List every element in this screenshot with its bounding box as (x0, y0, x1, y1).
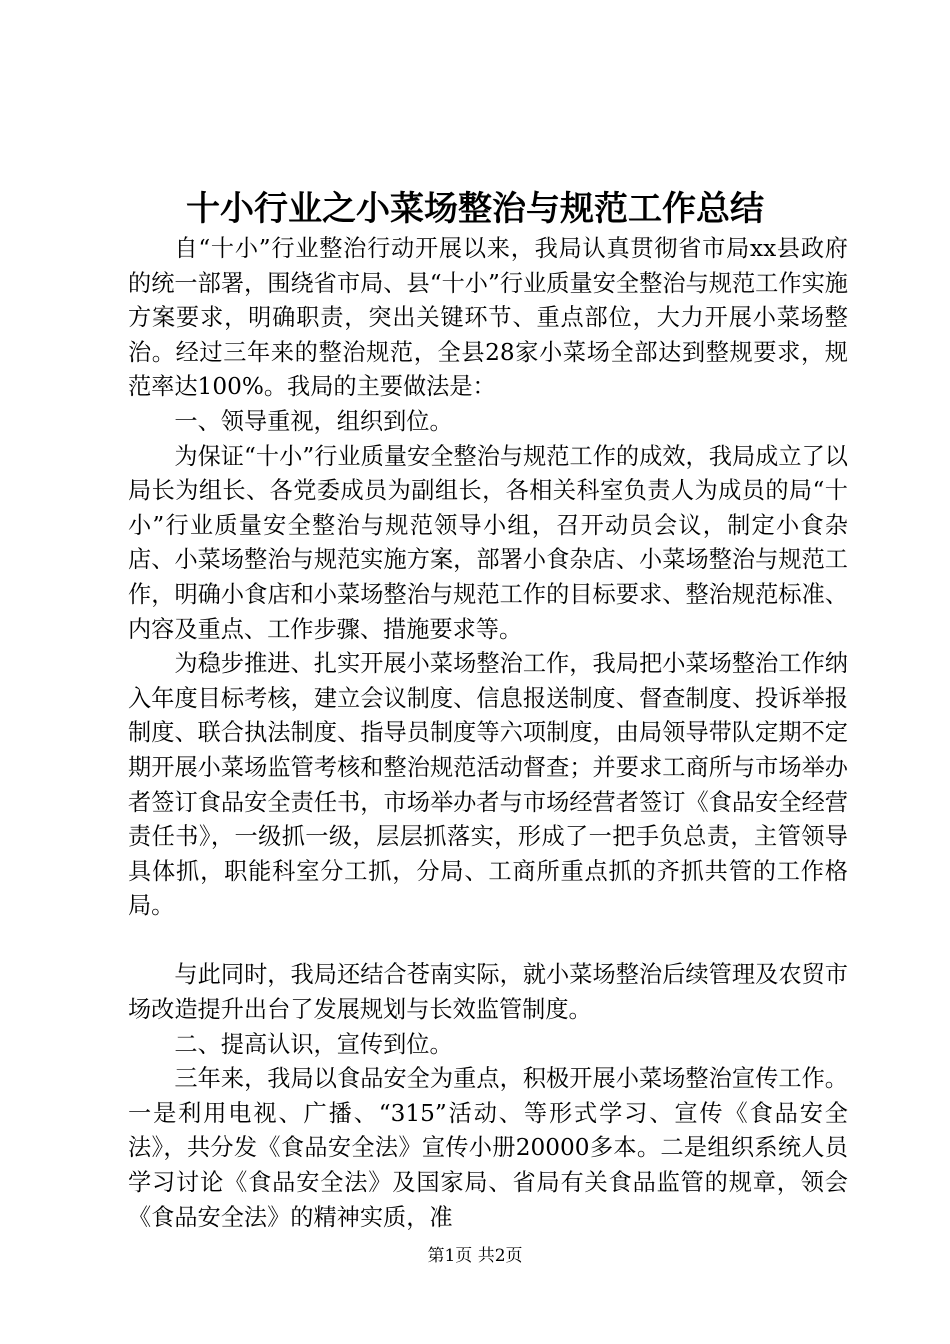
document-body (128, 232, 848, 1235)
page-footer: 第1页 共2页 (427, 1246, 523, 1266)
paragraph-1: 为保证“十小”行业质量安全整治与规范工作的成效，我局成立了以局长为组长、各党委成员为副组长，各相关科室负责人为成员的局“十小”行业质量安全整治与规范领导小组，召开动员会议，制定小食杂店、小菜场整治与规范实施方案，部署小食杂店、小菜场整治与规范工作，明确小食店和小菜场整治与规范工作的目标要求、整治规范标准、内容及重点、工作步骤、措施要求等。 (128, 442, 848, 643)
paragraph-3: 与此同时，我局还结合苍南实际，就小菜场整治后续管理及农贸市场改造提升出台了发展规划与长效监管制度。 (128, 961, 848, 1024)
section-heading-2: 二、提高认识，宣传到位。 (174, 1030, 453, 1058)
document-title: 十小行业之小菜场整治与规范工作总结 (186, 189, 764, 229)
paragraph-2: 为稳步推进、扎实开展小菜场整治工作，我局把小菜场整治工作纳入年度目标考核，建立会议制度、信息报送制度、督查制度、投诉举报制度、联合执法制度、指导员制度等六项制度，由局领导带队定期不定期开展小菜场监管考核和整治规范活动督查；并要求工商所与市场举办者签订食品安全责任书，市场举办者与市场经营者签订《食品安全经营责任书》，一级抓一级，层层抓落实，形成了一把手负总责，主管领导具体抓，职能科室分工抓，分局、工商所重点抓的齐抓共管的工作格局。 (128, 650, 848, 920)
intro-paragraph: 自“十小”行业整治行动开展以来，我局认真贯彻省市局xx县政府的统一部署，围绕省市局、县“十小”行业质量安全整治与规范工作实施方案要求，明确职责，突出关键环节、重点部位，大力开展小菜场整治。经过三年来的整治规范，全县28家小菜场全部达到整规要求，规范率达100%。我局的主要做法是： (128, 235, 848, 401)
paragraph-gap (128, 924, 848, 959)
paragraph-4: 三年来，我局以食品安全为重点，积极开展小菜场整治宣传工作。一是利用电视、广播、“315”活动、等形式学习、宣传《食品安全法》，共分发《食品安全法》宣传小册20000多本。二是组织系统人员学习讨论《食品安全法》及国家局、省局有关食品监管的规章，领会《食品安全法》的精神实质，准 (128, 1065, 848, 1231)
section-heading-1: 一、领导重视，组织到位。 (174, 407, 453, 435)
